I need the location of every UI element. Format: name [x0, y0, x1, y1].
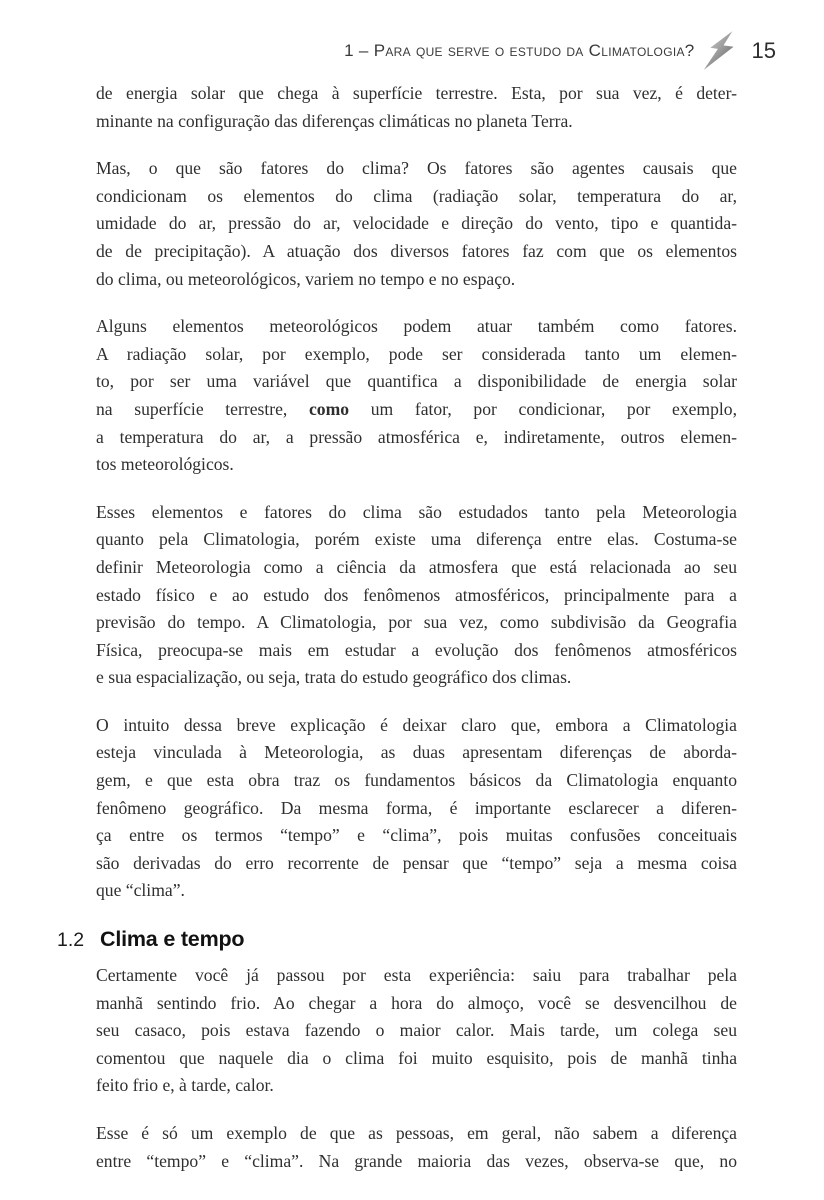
- text-line: previsão do tempo. A Climatologia, por sua vez, como subdivisão da Geografia: [96, 612, 737, 633]
- page-number: 15: [751, 38, 776, 63]
- paragraph: [96, 712, 737, 905]
- chapter-header-title: 1 – Para que serve o estudo da Climatologia?: [344, 41, 695, 60]
- text-line: Esses elementos e fatores do clima são estudados tanto pela Meteorologia: [96, 501, 737, 522]
- text-line: A radiação solar, por exemplo, pode ser considerada tanto um elemen-: [96, 343, 737, 364]
- text-line: tos meteorológicos.: [96, 454, 234, 475]
- paragraph: [96, 499, 737, 692]
- text-line: estado físico e ao estudo dos fenômenos atmosféricos, principalmente para a: [96, 584, 737, 605]
- text-line: to, por ser uma variável que quantifica a disponibilidade de energia solar: [96, 371, 737, 392]
- text-line: gem, e que esta obra traz os fundamentos básicos da Climatologia enquanto: [96, 770, 737, 791]
- text-line: definir Meteorologia como a ciência da atmosfera que está relacionada ao seu: [96, 556, 737, 577]
- section-heading: [57, 925, 737, 954]
- text-line: que “clima”.: [96, 880, 185, 901]
- text-line: a temperatura do ar, a pressão atmosférica e, indiretamente, outros elemen-: [96, 426, 737, 447]
- text-line: quanto pela Climatologia, porém existe uma diferença entre elas. Costuma-se: [96, 529, 737, 550]
- text-line: Alguns elementos meteorológicos podem atuar também como fatores.: [96, 316, 737, 337]
- text-line: entre “tempo” e “clima”. Na grande maioria das vezes, observa-se que, no: [96, 1150, 737, 1171]
- text-line: minante na configuração das diferenças climáticas no planeta Terra.: [96, 110, 573, 131]
- running-header: [0, 28, 776, 74]
- text-line: e sua espacialização, ou seja, trata do estudo geográfico dos climas.: [96, 667, 572, 688]
- text-line: [96, 396, 737, 424]
- text-line: do clima, ou meteorológicos, variem no tempo e no espaço.: [96, 268, 516, 289]
- text-line: O intuito dessa breve explicação é deixar claro que, embora a Climatologia: [96, 714, 737, 735]
- paragraph: [96, 1120, 737, 1175]
- paragraph: [96, 80, 737, 135]
- text-line: Física, preocupa-se mais em estudar a evolução dos fenômenos atmosféricos: [96, 639, 737, 660]
- text-segment: na superfície terrestre,: [96, 398, 309, 419]
- text-line: comentou que naquele dia o clima foi muito esquisito, pois de manhã tinha: [96, 1047, 737, 1068]
- text-line: de de precipitação). A atuação dos diversos fatores faz com que os elementos: [96, 240, 737, 261]
- text-line: Certamente você já passou por esta experiência: saiu para trabalhar pela: [96, 965, 737, 986]
- text-line: são derivadas do erro recorrente de pensar que “tempo” seja a mesma coisa: [96, 852, 737, 873]
- paragraph: [96, 962, 737, 1100]
- paragraph: [96, 155, 737, 293]
- text-line: manhã sentindo frio. Ao chegar a hora do almoço, você se desvencilhou de: [96, 992, 737, 1013]
- lightning-bolt-icon: [704, 29, 738, 73]
- paragraph: [96, 313, 737, 479]
- section-number: 1.2: [57, 929, 85, 952]
- text-line: esteja vinculada à Meteorologia, as duas apresentam diferenças de aborda-: [96, 742, 737, 763]
- text-line: de energia solar que chega à superfície terrestre. Esta, por sua vez, é deter-: [96, 83, 737, 103]
- text-line: fenômeno geográfico. Da mesma forma, é importante esclarecer a diferen-: [96, 797, 737, 818]
- text-line: ça entre os termos “tempo” e “clima”, pois muitas confusões conceituais: [96, 825, 737, 846]
- text-segment: um fator, por condicionar, por exemplo,: [349, 398, 737, 419]
- text-line: seu casaco, pois estava fazendo o maior calor. Mais tarde, um colega seu: [96, 1020, 737, 1041]
- text-line: feito frio e, à tarde, calor.: [96, 1075, 274, 1096]
- page-content: [57, 80, 737, 1195]
- section-title: Clima e tempo: [100, 927, 245, 952]
- bold-text-segment: como: [308, 398, 350, 419]
- text-line: Mas, o que são fatores do clima? Os fatores são agentes causais que: [96, 158, 737, 179]
- text-line: umidade do ar, pressão do ar, velocidade e direção do vento, tipo e quantida-: [96, 213, 737, 234]
- text-line: condicionam os elementos do clima (radiação solar, temperatura do ar,: [96, 185, 737, 206]
- text-line: Esse é só um exemplo de que as pessoas, em geral, não sabem a diferença: [96, 1123, 737, 1143]
